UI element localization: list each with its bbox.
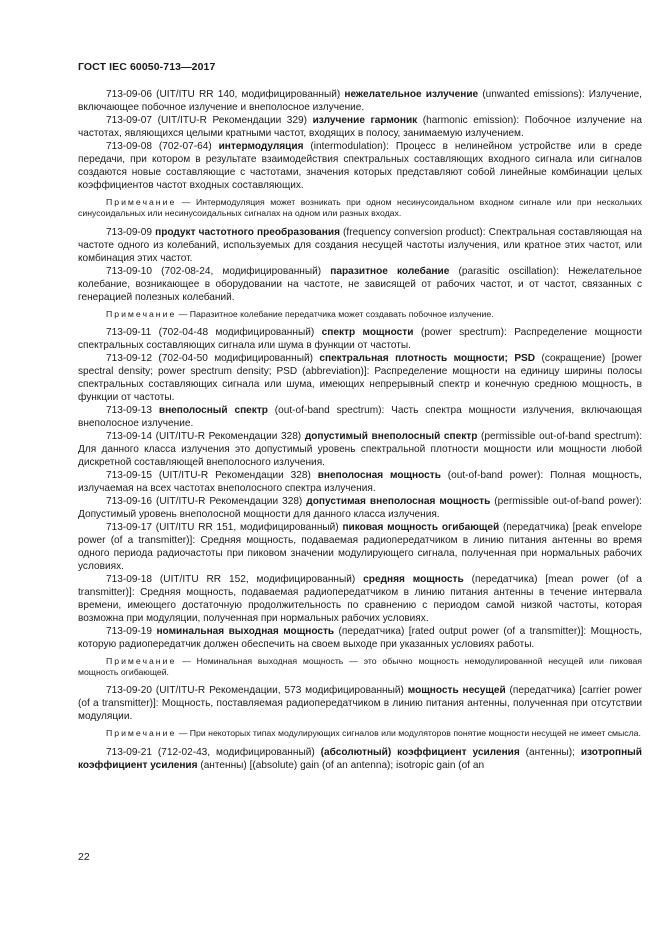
- term: допустимый внеполосный спектр: [304, 430, 478, 442]
- entry-713-09-20: 713-09-20 (UIT/ITU-R Рекомендации, 573 модифицированный) мощность несущей (передатчика) [carrier power (of a transmitter)]: Мощность, поставляемая радиопередатчиком в линию питания антенны, полученная при отсутствии модуляции.: [78, 685, 642, 723]
- term: спектральная плотность мощности; PSD: [319, 352, 536, 364]
- term: нежелательное излучение: [344, 89, 479, 100]
- entry-713-09-19: 713-09-19 номинальная выходная мощность (передатчика) [rated output power (of a transmitter)]: Мощность, которую радиопередатчик должен обеспечить на своем выходе при указанных условиях работы.: [78, 625, 643, 650]
- note-intermodulation: Примечание — Интермодуляция может возникать при одном несинусоидальном входном сигнале или при нескольких синусоидальных или несинусоидальных сигналах на одном или разных входах.: [78, 197, 642, 219]
- entry-713-09-06: 713-09-06 (UIT/ITU RR 140, модифицированный) нежелательное излучение (unwanted emissions): Излучение, включающее побочное излучение и внеполосное излучение.: [78, 89, 642, 113]
- entry-713-09-12: 713-09-12 (702-04-50 модифицированный) спектральная плотность мощности; PSD (сокращение) [power spectral density; power spectrum density; PSD (abbreviation)]: Распределение мощности на единицу ширины полосы спектральных составляющих сигнала или шума, имеющих непрерывный спектр и конечную среднюю мощность, в функции от частоты.: [78, 352, 642, 403]
- entry-713-09-11: 713-09-11 (702-04-48 модифицированный) спектр мощности (power spectrum): Распределение мощности спектральных составляющих сигнала или шума в функции от частоты.: [78, 326, 643, 351]
- entry-713-09-15: 713-09-15 (UIT/ITU-R Рекомендации 328) внеполосная мощность (out-of-band power): Полная мощность, излучаемая на всех частотах внеполосного спектра излучения.: [78, 469, 642, 494]
- entry-713-09-13: 713-09-13 внеполосный спектр (out-of-band spectrum): Часть спектра мощности излучения, включающая внеполосное излучение.: [78, 404, 642, 429]
- term: внеполосная мощность: [317, 469, 441, 481]
- term: изотропный коэффициент усиления: [78, 746, 642, 771]
- note-parasitic: Примечание — Паразитное колебание передатчика может создавать побочное излучение.: [106, 308, 494, 319]
- term: продукт частотного преобразования: [155, 226, 340, 238]
- entry-713-09-09: 713-09-09 продукт частотного преобразования (frequency conversion product): Спектральная составляющая на частоте одного из колебаний, используемых для создания несущей частоты излучения, или кратное этих частот, или комбинация этих частот.: [78, 226, 642, 264]
- entry-713-09-18: 713-09-18 (UIT/ITU RR 152, модифицированный) средняя мощность (передатчика) [mean power (of a transmitter)]: Средняя мощность, подаваемая радиопередатчиком в линию питания антенны в течение интервала времени, имеющего достаточную продолжительность по сравнению с периодом самой низкой частоты, которая возможна при модуляции, полученная при нормальных рабочих условиях.: [78, 573, 642, 624]
- entry-713-09-16: 713-09-16 (UIT/ITU-R Рекомендации 328) допустимая внеполосная мощность (permissible out-of-band power): Допустимый уровень внеполосной мощности для данного класса излучения.: [78, 495, 642, 520]
- note-rated-output: Примечание — Номинальная выходная мощность — это обычно мощность немодулированной несущей или пиковая мощность огибающей.: [78, 655, 642, 678]
- entry-713-09-08: 713-09-08 (702-07-64) интермодуляция (intermodulation): Процесс в нелинейном устройстве или в среде передачи, при котором в результате взаимодействия спектральных составляющих входного сигнала или сигналов создаются новые составляющие с частотами, значения которых представляют собой линейные комбинации целых коэффициентов частот входных составляющих.: [78, 141, 642, 191]
- term: излучение гармоник: [312, 115, 418, 126]
- term: паразитное колебание: [330, 265, 450, 277]
- term: допустимая внеполосная мощность: [306, 495, 491, 507]
- entry-713-09-21: 713-09-21 (712-02-43, модифицированный) (абсолютный) коэффициент усиления (антенны); изотропный коэффициент усиления (антенны) [(absolute) gain (of an antenna); isotropic gain (of an: [78, 746, 642, 771]
- term: номинальная выходная мощность: [156, 625, 335, 637]
- term: интермодуляция: [218, 141, 304, 152]
- page-number: 22: [78, 851, 90, 863]
- term: пиковая мощность огибающей: [342, 521, 500, 533]
- document-body: [78, 88, 642, 772]
- entry-713-09-17: 713-09-17 (UIT/ITU RR 151, модифицированный) пиковая мощность огибающей (передатчика) [peak envelope power (of a transmitter)]: Средняя мощность, подаваемая радиопередатчиком в линию питания антенны во время одного периода радиочастоты при пиковом значении модулирующего сигнала, полученная при нормальных рабочих условиях.: [78, 521, 642, 572]
- term: мощность несущей: [407, 685, 506, 697]
- document-header: ГОСТ IEC 60050-713—2017: [78, 61, 216, 73]
- entry-713-09-10: 713-09-10 (702-08-24, модифицированный) паразитное колебание (parasitic oscillation): Нежелательное колебание, возникающее в оборудовании на частоте, не зависящей от рабочих частот, и от частот, связанных с генерацией полезных колебаний.: [78, 265, 642, 303]
- entry-713-09-07: 713-09-07 (UIT/ITU-R Рекомендации 329) излучение гармоник (harmonic emission): Побочное излучение на частотах, являющихся целыми кратными частот, входящих в полосу, занимаемую излучением.: [78, 115, 642, 139]
- entry-713-09-14: 713-09-14 (UIT/ITU-R Рекомендации 328) допустимый внеполосный спектр (permissible out-of-band spectrum): Для данного класса излучения это допустимый уровень спектральной плотности мощности или мощности любой дискретной составляющей внеполосного излучения.: [78, 430, 643, 468]
- term: (абсолютный) коэффициент усиления: [320, 746, 520, 758]
- term: средняя мощность: [363, 573, 464, 585]
- term: спектр мощности: [321, 326, 414, 338]
- term: внеполосный спектр: [158, 404, 268, 416]
- note-carrier-power: Примечание — При некоторых типах модулирующих сигналов или модуляторов понятие мощности несущей не имеет смысла.: [106, 728, 641, 739]
